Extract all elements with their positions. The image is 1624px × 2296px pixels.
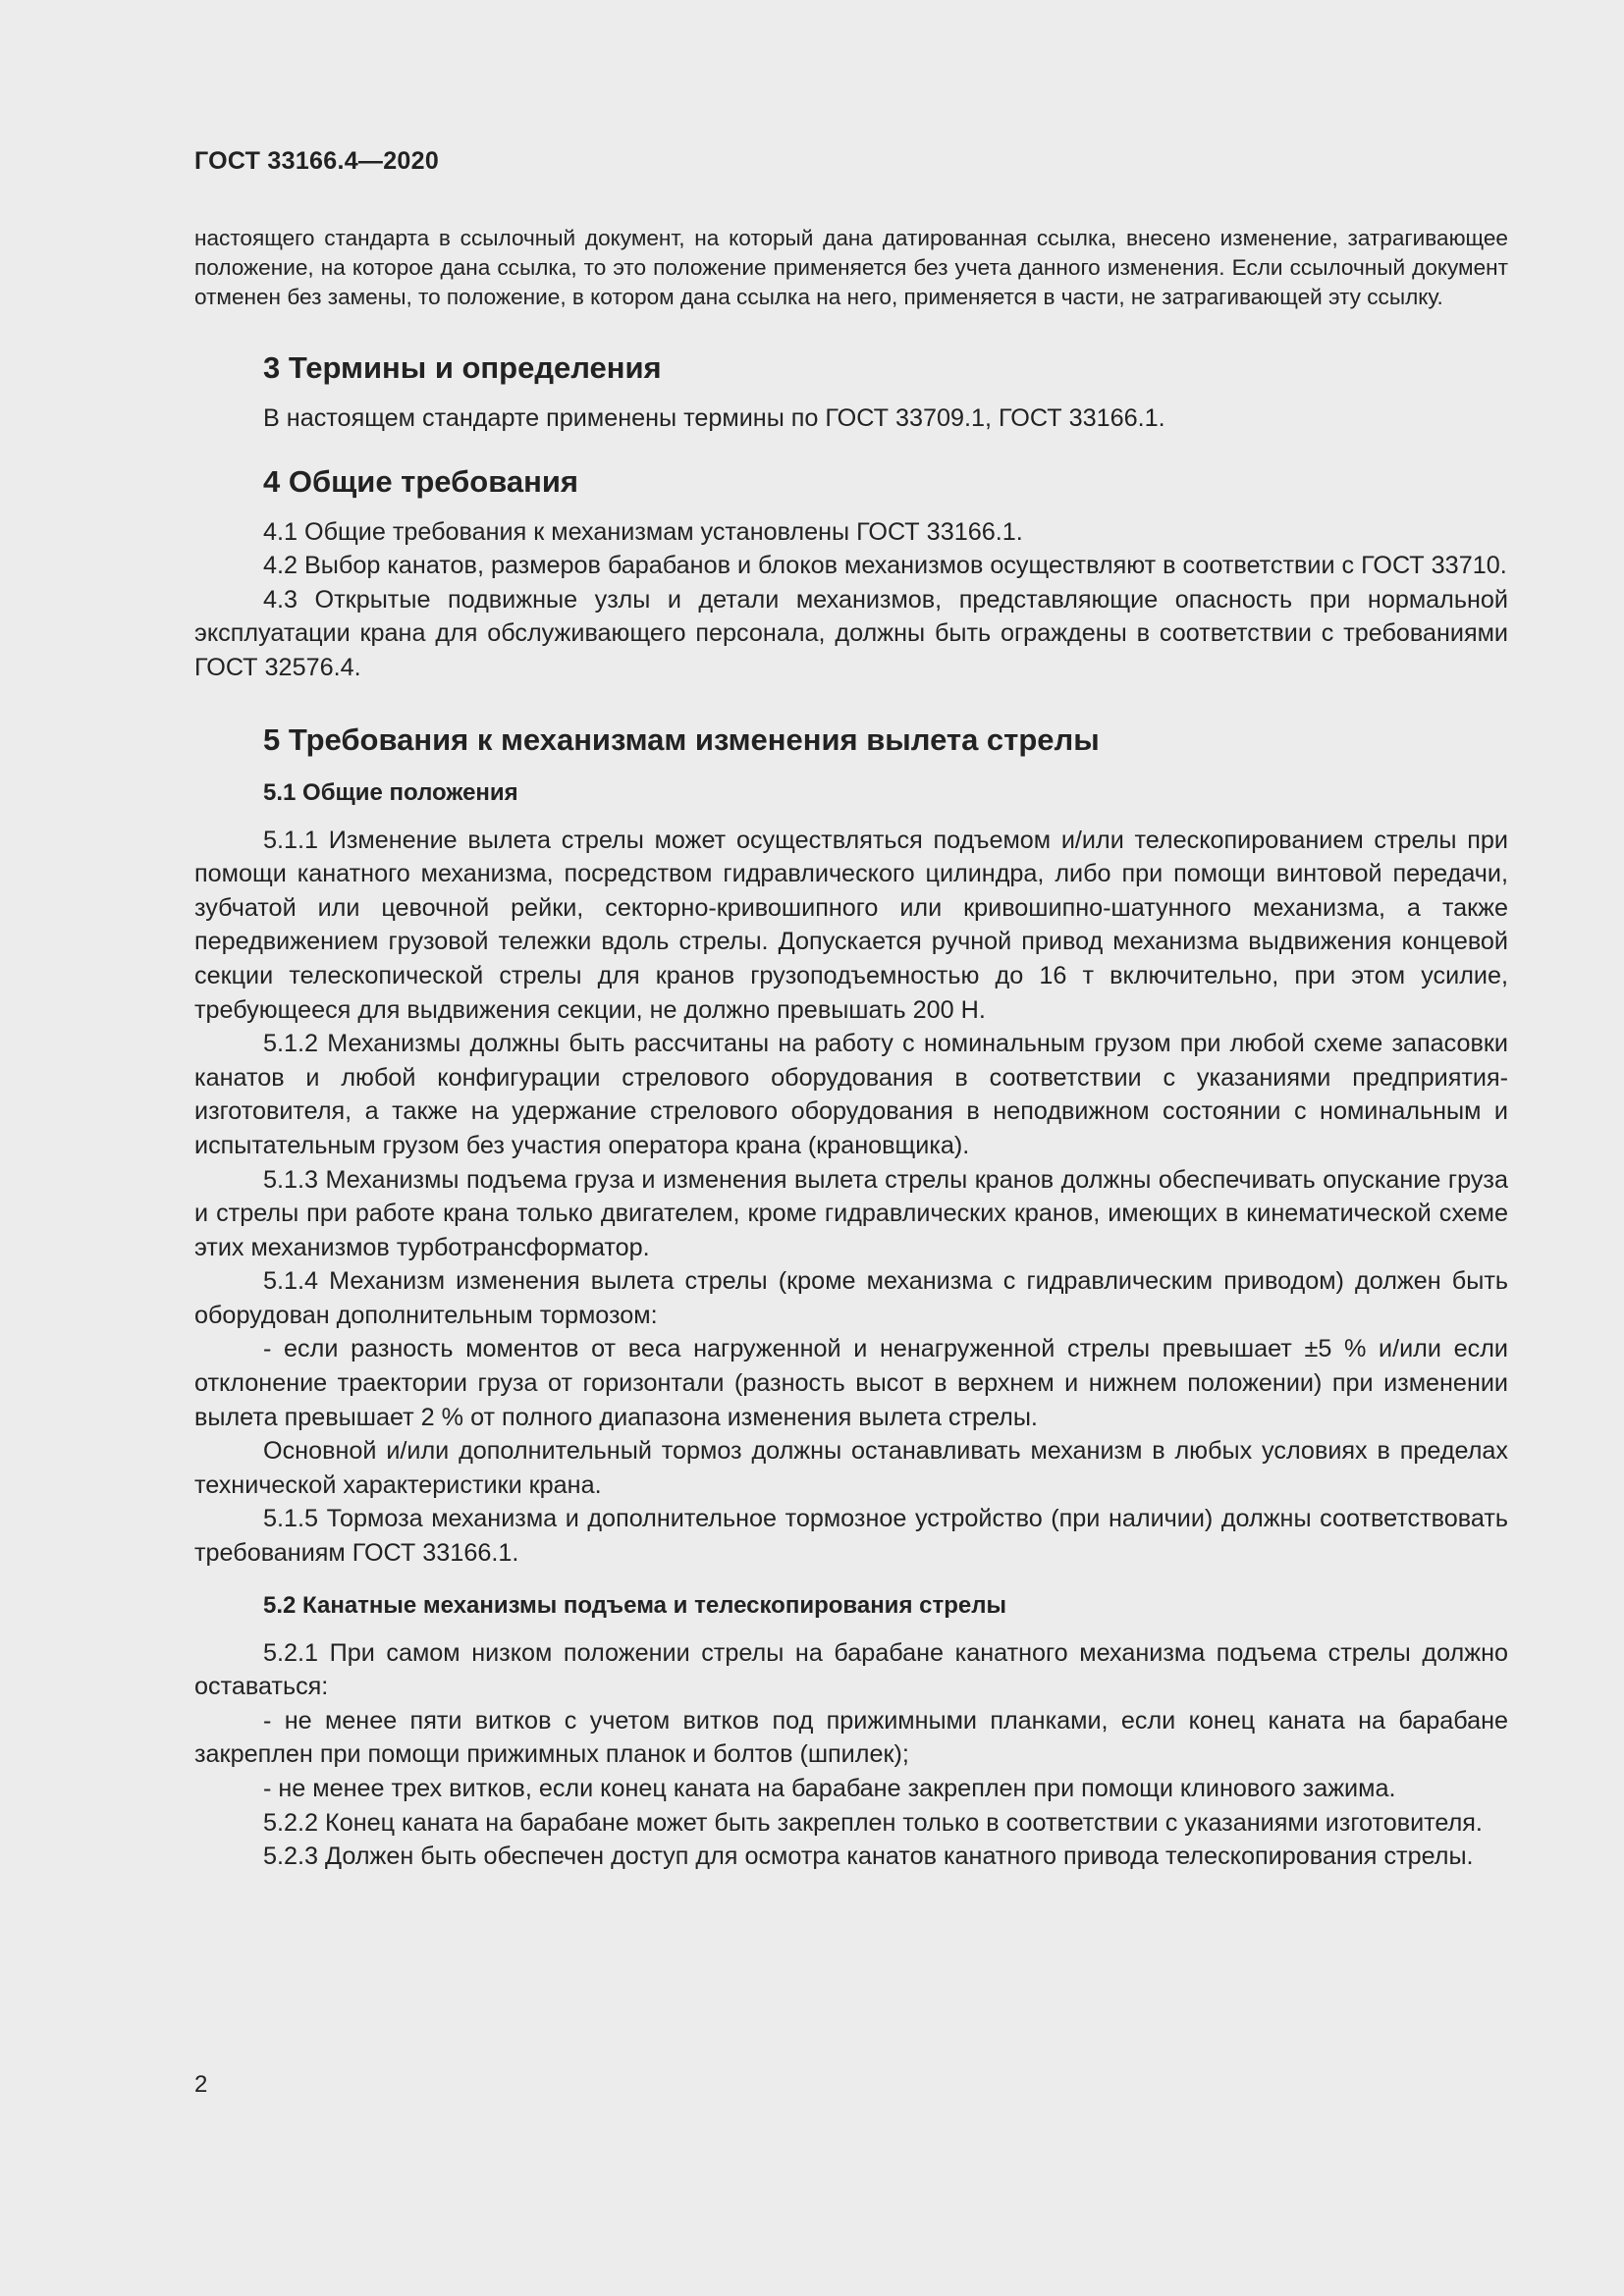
- paragraph-5-2-3: 5.2.3 Должен быть обеспечен доступ для осмотра канатов канатного привода телескопирования стрелы.: [263, 1842, 1474, 1871]
- paragraph-5-1-4-item: - если разность моментов от веса нагруженной и ненагруженной стрелы превышает ±5 % и/или если отклонение траектории груза от горизонтали (разность высот в верхнем и нижнем положении) при изменении вылета превышает 2 % от полного диапазона изменения вылета стрелы.: [194, 1335, 1508, 1431]
- paragraph-5-1-1: 5.1.1 Изменение вылета стрелы может осуществляться подъемом и/или телескопированием стрелы при помощи канатного механизма, посредством гидравлического цилиндра, либо при помощи винтовой передачи, зубчатой или цевочной рейки, секторно-кривошипного или кривошипно-шатунного механизма, а также передвижением грузовой тележки вдоль стрелы. Допускается ручной привод механизма выдвижения концевой секции телескопической стрелы для кранов грузоподъемностью до 16 т включительно, при этом усилие, требующееся для выдвижения секции, не должно превышать 200 Н.: [194, 826, 1508, 1024]
- section-5-2-title: 5.2 Канатные механизмы подъема и телескопирования стрелы: [263, 1591, 1006, 1619]
- paragraph-4-1: 4.1 Общие требования к механизмам установлены ГОСТ 33166.1.: [263, 517, 1023, 546]
- section-4-title: 4 Общие требования: [263, 463, 578, 499]
- paragraph-5-1-4: 5.1.4 Механизм изменения вылета стрелы (кроме механизма с гидравлическим приводом) должен быть оборудован дополнительным тормозом:: [194, 1267, 1508, 1329]
- section-3-paragraph: В настоящем стандарте применены термины по ГОСТ 33709.1, ГОСТ 33166.1.: [263, 404, 1165, 432]
- paragraph-5-2-1-item-2: - не менее трех витков, если конец каната на барабане закреплен при помощи клинового зажима.: [263, 1775, 1396, 1802]
- paragraph-5-1-5: 5.1.5 Тормоза механизма и дополнительное тормозное устройство (при наличии) должны соответствовать требованиям ГОСТ 33166.1.: [194, 1505, 1508, 1568]
- section-3-title: 3 Термины и определения: [263, 350, 662, 385]
- document-body: [194, 224, 1508, 1874]
- paragraph-5-2-2: 5.2.2 Конец каната на барабане может быть закреплен только в соответствии с указаниями изготовителя.: [263, 1808, 1483, 1837]
- paragraph-5-1-2: 5.1.2 Механизмы должны быть рассчитаны на работу с номинальным грузом при любой схеме запасовки канатов и любой конфигурации стрелового оборудования в соответствии с указаниями предприятия-изготовителя, а также на удержание стрелового оборудования в неподвижном состоянии с номинальным и испытательным грузом без участия оператора крана (крановщика).: [194, 1030, 1508, 1159]
- page-number: 2: [194, 2071, 208, 2098]
- paragraph-5-1-3: 5.1.3 Механизмы подъема груза и изменения вылета стрелы кранов должны обеспечивать опускание груза и стрелы при работе крана только двигателем, кроме гидравлических кранов, имеющих в кинематической схеме этих механизмов турботрансформатор.: [194, 1165, 1508, 1261]
- paragraph-5-2-1: 5.2.1 При самом низком положении стрелы на барабане канатного механизма подъема стрелы должно оставаться:: [194, 1638, 1508, 1701]
- paragraph-4-2: 4.2 Выбор канатов, размеров барабанов и блоков механизмов осуществляют в соответствии с ГОСТ 33710.: [263, 552, 1507, 580]
- intro-paragraph: настоящего стандарта в ссылочный документ, на который дана датированная ссылка, внесено изменение, затрагивающее положение, на которое дана ссылка, то это положение применяется без учета данного изменения. Если ссылочный документ отменен без замены, то положение, в котором дана ссылка на него, применяется в части, не затрагивающей эту ссылку.: [194, 226, 1508, 309]
- section-5-1-title: 5.1 Общие положения: [263, 778, 518, 806]
- paragraph-5-1-4-note: Основной и/или дополнительный тормоз должны останавливать механизм в любых условиях в пределах технической характеристики крана.: [194, 1437, 1508, 1499]
- paragraph-5-2-1-item-1: - не менее пяти витков с учетом витков под прижимными планками, если конец каната на барабане закреплен при помощи прижимных планок и болтов (шпилек);: [194, 1706, 1508, 1769]
- section-5-title: 5 Требования к механизмам изменения вылета стрелы: [263, 721, 1100, 757]
- paragraph-4-3: 4.3 Открытые подвижные узлы и детали механизмов, представляющие опасность при нормальной эксплуатации крана для обслуживающего персонала, должны быть ограждены в соответствии с требованиями ГОСТ 32576.4.: [194, 585, 1508, 681]
- document-header: ГОСТ 33166.4—2020: [194, 147, 440, 175]
